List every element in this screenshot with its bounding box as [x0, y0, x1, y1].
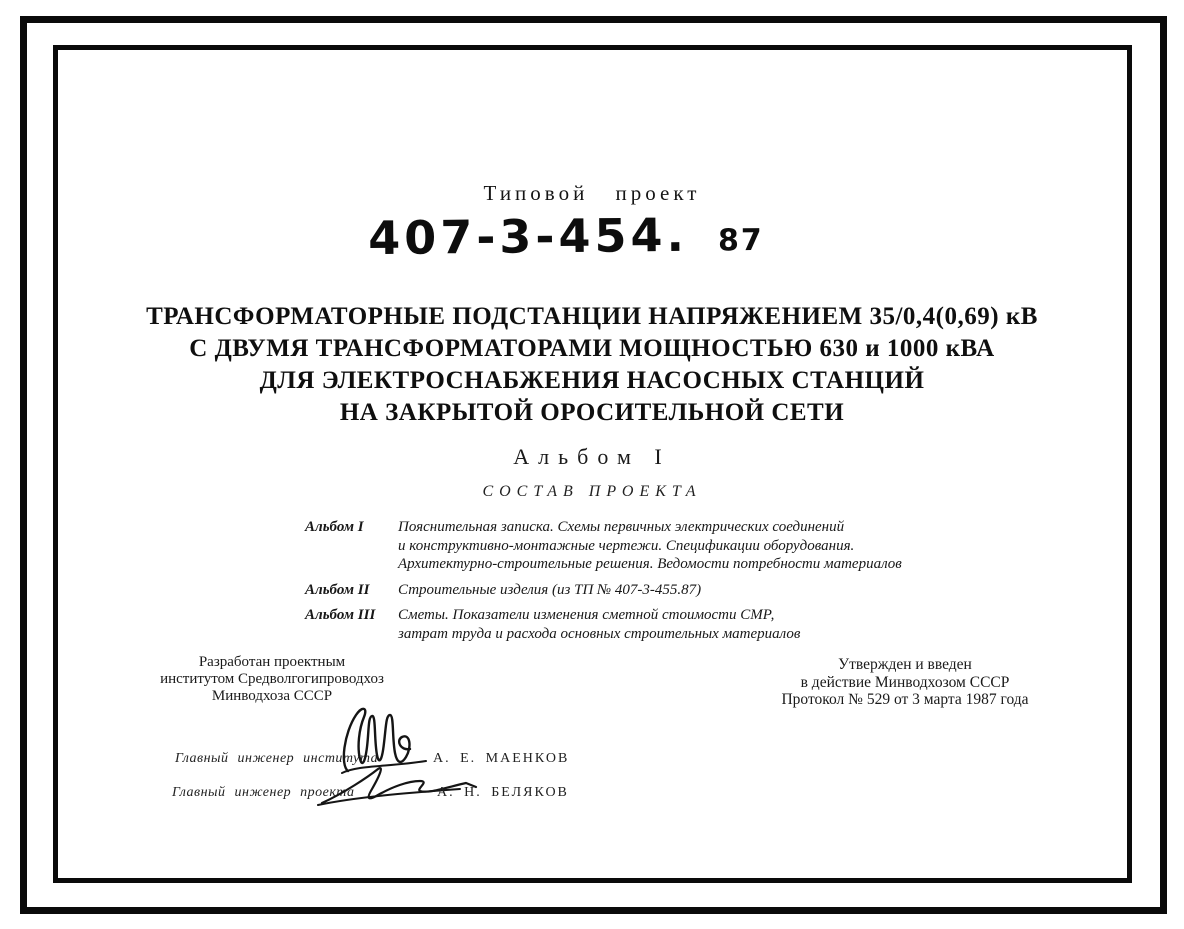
contents-row-line: Пояснительная записка. Схемы первичных электрических соединений — [398, 519, 845, 535]
approved-by-line: Утвержден и введен — [838, 656, 972, 673]
main-title — [0, 301, 1184, 429]
main-title-line-4: НА ЗАКРЫТОЙ ОРОСИТЕЛЬНОЙ СЕТИ — [339, 399, 845, 426]
contents-row-album-1 — [305, 518, 985, 574]
developed-by-line: Разработан проектным — [198, 654, 346, 670]
contents-row-description — [398, 518, 985, 574]
signature-name-belyakov: А. Н. БЕЛЯКОВ — [437, 785, 569, 800]
contents-row-line: затрат труда и расхода основных строительных материалов — [398, 625, 801, 642]
developed-by-line: институтом Средволгогипроводхоз — [160, 671, 384, 687]
approved-by-line: Протокол № 529 от 3 марта 1987 года — [781, 691, 1029, 708]
doc-type-label: Типовой проект — [483, 181, 701, 205]
contents-row-description — [398, 606, 985, 643]
main-title-line-2: С ДВУМЯ ТРАНСФОРМАТОРАМИ МОЩНОСТЬЮ 630 и 1000 кВА — [189, 335, 995, 362]
contents-row-label: Альбом III — [305, 607, 376, 623]
album-label: Альбом I — [513, 444, 671, 469]
contents-row-album-3 — [305, 606, 985, 643]
signature-role-chief-engineer-project: Главный инженер проекта — [172, 785, 355, 800]
contents-row-album-2 — [305, 581, 985, 600]
signature-name-maenkov: А. Е. МАЕНКОВ — [433, 751, 570, 766]
main-title-line-3: ДЛЯ ЭЛЕКТРОСНАБЖЕНИЯ НАСОСНЫХ СТАНЦИЙ — [259, 367, 925, 394]
project-number-main: 407-3-454. — [367, 207, 689, 266]
approved-by-line: в действие Минводхозом СССР — [800, 673, 1010, 691]
project-number-suffix: 87 — [717, 222, 764, 259]
contents-row-label: Альбом II — [305, 581, 370, 598]
signature-role-chief-engineer-institute: Главный инженер института — [175, 751, 379, 766]
contents-row-line: Сметы. Показатели изменения сметной стоимости СМР, — [398, 607, 775, 623]
contents-row-line: Архитектурно-строительные решения. Ведомости потребности материалов — [398, 556, 902, 572]
contents-row-description — [398, 581, 985, 600]
contents-heading: СОСТАВ ПРОЕКТА — [482, 483, 702, 500]
main-title-line-1: ТРАНСФОРМАТОРНЫЕ ПОДСТАНЦИИ НАПРЯЖЕНИЕМ 35/0,4(0,69) кВ — [146, 303, 1038, 330]
contents-row-label: Альбом I — [305, 519, 364, 535]
contents-list — [305, 518, 985, 650]
contents-row-line: Строительные изделия (из ТП № 407-3-455.87) — [398, 581, 702, 598]
developed-by-block — [118, 654, 426, 705]
contents-row-line: и конструктивно-монтажные чертежи. Спецификации оборудования. — [398, 537, 855, 554]
developed-by-line: Минводхоза СССР — [211, 688, 333, 704]
approved-by-block — [752, 656, 1058, 709]
